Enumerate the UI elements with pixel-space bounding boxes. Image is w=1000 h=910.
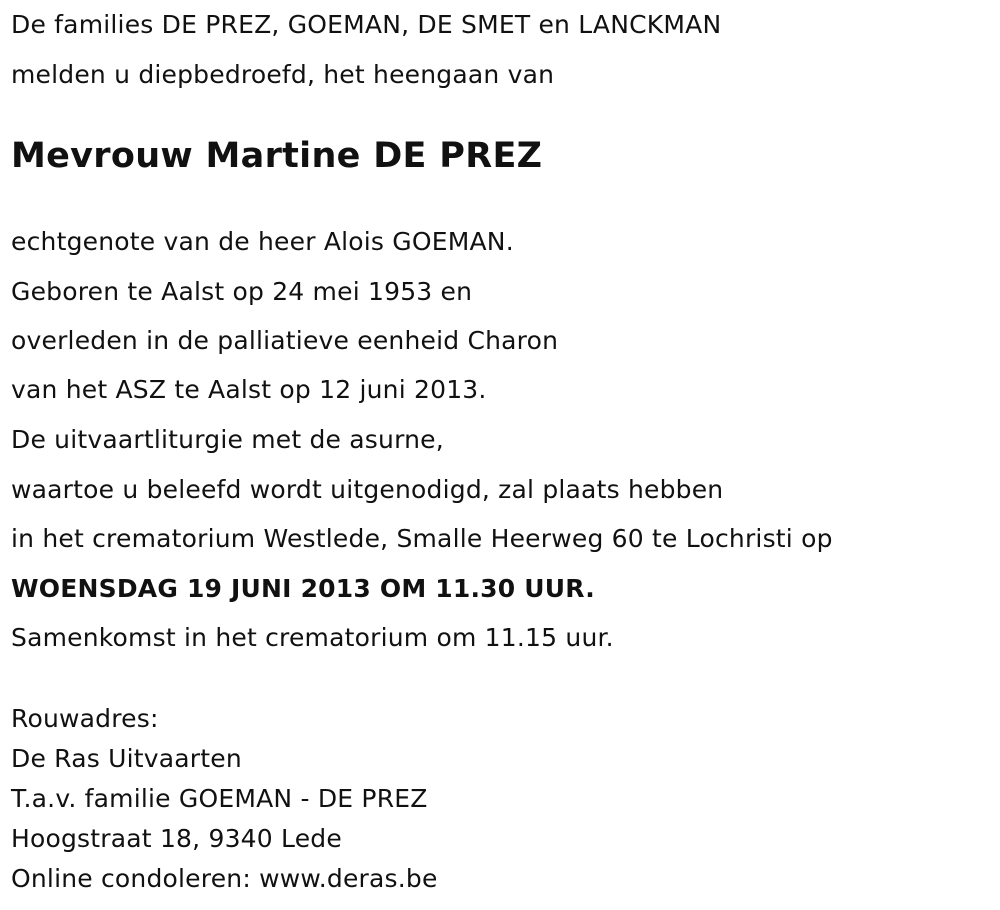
address-attention: T.a.v. familie GOEMAN - DE PREZ	[11, 784, 428, 813]
death-line-2: van het ASZ te Aalst op 12 juni 2013.	[11, 375, 487, 404]
deceased-name: Mevrouw Martine DE PREZ	[11, 136, 543, 176]
spouse-line: echtgenote van de heer Alois GOEMAN.	[11, 227, 514, 256]
ceremony-date-time: WOENSDAG 19 JUNI 2013 OM 11.30 UUR.	[11, 574, 595, 603]
intro-families: De families DE PREZ, GOEMAN, DE SMET en LANCKMAN	[11, 10, 722, 39]
address-company: De Ras Uitvaarten	[11, 744, 242, 773]
birth-line: Geboren te Aalst op 24 mei 1953 en	[11, 277, 473, 306]
address-heading: Rouwadres:	[11, 704, 159, 733]
liturgy-line-2: waartoe u beleefd wordt uitgenodigd, zal plaats hebben	[11, 475, 724, 504]
liturgy-line-1: De uitvaartliturgie met de asurne,	[11, 425, 444, 454]
online-condolence-line: Online condoleren: www.deras.be	[11, 864, 438, 893]
intro-announcement: melden u diepbedroefd, het heengaan van	[11, 60, 555, 89]
gathering-line: Samenkomst in het crematorium om 11.15 uur.	[11, 623, 614, 652]
liturgy-line-3: in het crematorium Westlede, Smalle Heerweg 60 te Lochristi op	[11, 524, 833, 553]
death-line-1: overleden in de palliatieve eenheid Charon	[11, 326, 559, 355]
address-street: Hoogstraat 18, 9340 Lede	[11, 824, 342, 853]
